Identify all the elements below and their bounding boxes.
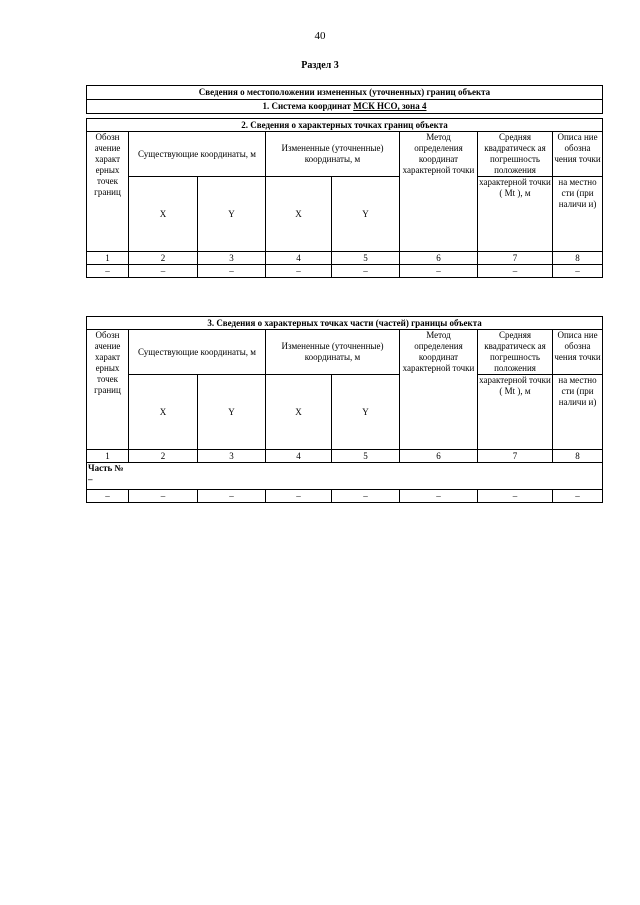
col-desc-header: Описа ние обозна чения точки: [553, 330, 603, 375]
col-existing-header: Существующие координаты, м: [129, 330, 266, 375]
col-changed-header: Измененные (уточненные) координаты, м: [266, 330, 400, 375]
col-number: 1: [87, 252, 129, 265]
col-error-header: Средняя квадратическ ая погрешность положения: [478, 330, 553, 375]
table-cell: –: [400, 490, 478, 503]
column-numbers-row: [87, 252, 603, 265]
table-cell: –: [129, 265, 198, 278]
y-existing-header: Y: [198, 375, 266, 450]
table-cell: –: [332, 490, 400, 503]
table-row: [87, 490, 603, 503]
col-number: 4: [266, 252, 332, 265]
col-method-header: Метод определения координат характерной точки: [400, 132, 478, 252]
boundary-points-table: [86, 118, 603, 278]
col-error-header-cont: характерной точки ( Mt ), м: [478, 177, 553, 252]
x-existing-header: X: [129, 177, 198, 252]
col-desc-header-cont: на местно сти (при наличи и): [553, 375, 603, 450]
table-cell: –: [553, 265, 603, 278]
col-number: 3: [198, 450, 266, 463]
header-table: [86, 85, 603, 114]
col-number: 2: [129, 450, 198, 463]
main-title: Сведения о местоположении измененных (уточненных) границ объекта: [87, 86, 603, 100]
col-existing-header: Существующие координаты, м: [129, 132, 266, 177]
col-desc-header-cont: на местно сти (при наличи и): [553, 177, 603, 252]
table-cell: –: [478, 490, 553, 503]
table2-title: 3. Сведения о характерных точках части (частей) границы объекта: [87, 317, 603, 330]
part-boundary-points-table: [86, 316, 603, 503]
table-cell: –: [400, 265, 478, 278]
col-number: 5: [332, 450, 400, 463]
col-point-header: Обозн ачение характ ерных точек границ: [87, 132, 129, 252]
table1-title: 2. Сведения о характерных точках границ объекта: [87, 119, 603, 132]
table-cell: –: [332, 265, 400, 278]
col-number: 6: [400, 450, 478, 463]
table-cell: –: [198, 265, 266, 278]
part-row: [87, 463, 603, 490]
page-number: 40: [314, 30, 326, 42]
y-changed-header: Y: [332, 177, 400, 252]
col-number: 5: [332, 252, 400, 265]
col-desc-header: Описа ние обозна чения точки: [553, 132, 603, 177]
table-cell: –: [198, 490, 266, 503]
y-existing-header: Y: [198, 177, 266, 252]
part-label: Часть № –: [87, 463, 129, 490]
part-row-filler: [129, 463, 603, 490]
x-existing-header: X: [129, 375, 198, 450]
col-point-header: Обозн ачение характ ерных точек границ: [87, 330, 129, 450]
table-cell: –: [553, 490, 603, 503]
table-cell: –: [266, 490, 332, 503]
col-number: 4: [266, 450, 332, 463]
col-number: 7: [478, 252, 553, 265]
col-number: 6: [400, 252, 478, 265]
table-cell: –: [266, 265, 332, 278]
col-error-header-cont: характерной точки ( Mt ), м: [478, 375, 553, 450]
coord-system: [87, 100, 603, 114]
col-number: 1: [87, 450, 129, 463]
col-number: 7: [478, 450, 553, 463]
col-number: 8: [553, 450, 603, 463]
table-row: [87, 265, 603, 278]
col-number: 2: [129, 252, 198, 265]
section-title: Раздел 3: [301, 60, 339, 71]
col-number: 8: [553, 252, 603, 265]
table-cell: –: [478, 265, 553, 278]
col-method-header: Метод определения координат характерной точки: [400, 330, 478, 450]
x-changed-header: X: [266, 375, 332, 450]
column-numbers-row: [87, 450, 603, 463]
coord-system-name: МСК НСО, зона 4: [353, 101, 427, 111]
col-number: 3: [198, 252, 266, 265]
table-cell: –: [87, 490, 129, 503]
col-changed-header: Измененные (уточненные) координаты, м: [266, 132, 400, 177]
table-cell: –: [129, 490, 198, 503]
x-changed-header: X: [266, 177, 332, 252]
y-changed-header: Y: [332, 375, 400, 450]
coord-system-prefix: 1. Система координат: [262, 101, 354, 111]
table-cell: –: [87, 265, 129, 278]
col-error-header: Средняя квадратическ ая погрешность положения: [478, 132, 553, 177]
